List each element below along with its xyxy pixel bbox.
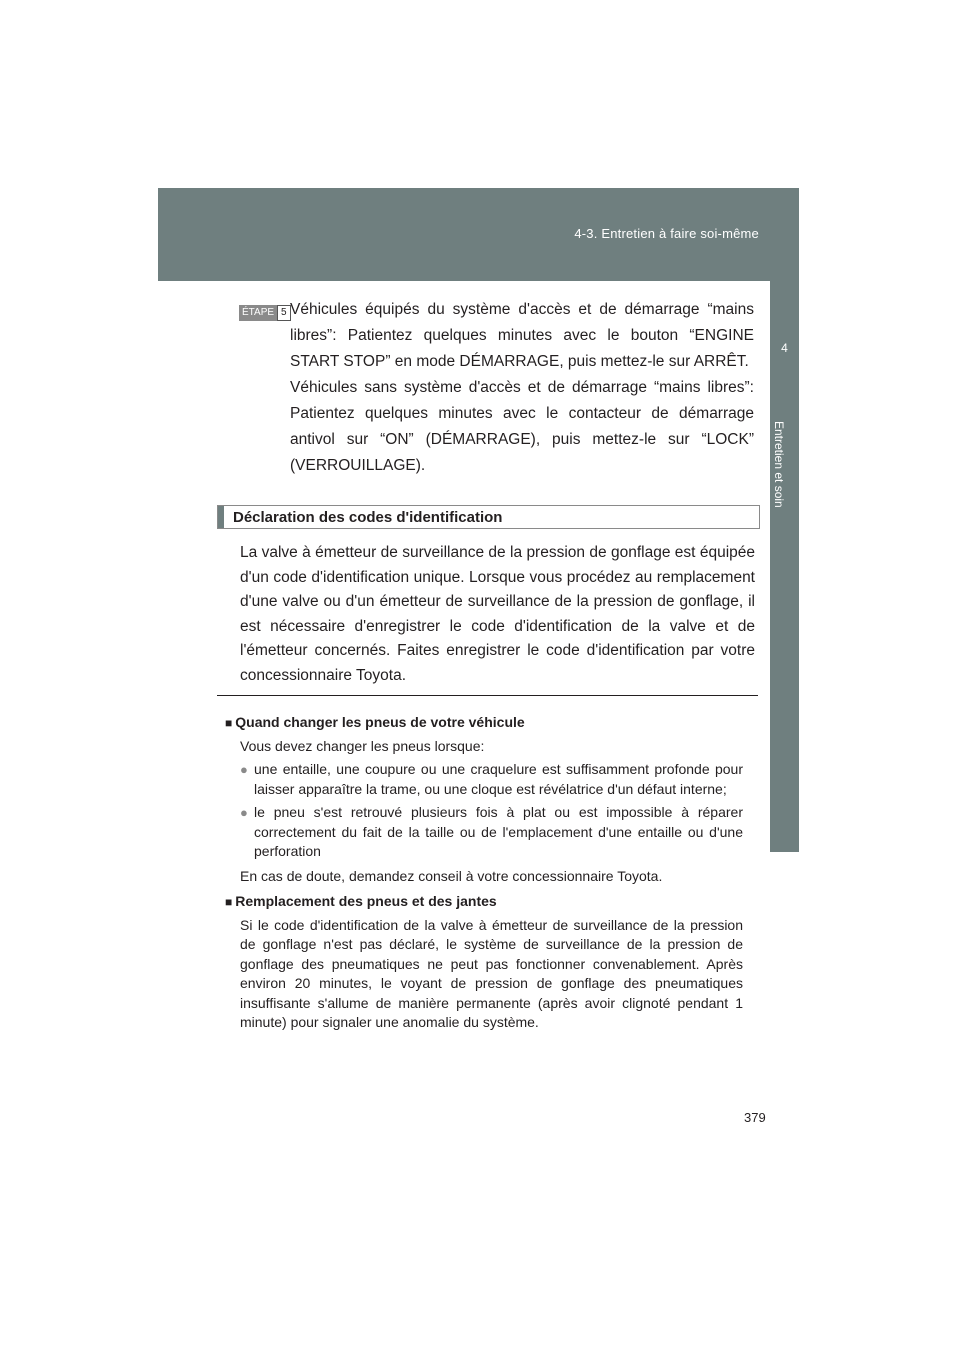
section-heading-title: Déclaration des codes d'identification (233, 508, 503, 526)
square-bullet-icon: ■ (225, 895, 233, 909)
step-paragraph-2: Véhicules sans système d'accès et de démarrage “mains libres”: Patientez quelques minutes avec le contacteur de démarrage antivol sur “ON” (DÉMARRAGE), puis mettez-le sur “LOCK” (VERROUILLAGE). (290, 379, 754, 474)
note-title: ■ Remplacement des pneus et des jantes (225, 893, 497, 909)
chapter-tab (770, 281, 799, 852)
step-badge-label: ÉTAPE (239, 305, 277, 321)
circle-bullet-icon: ● (240, 805, 248, 820)
note-outro: En cas de doute, demandez conseil à votre concessionnaire Toyota. (240, 867, 663, 884)
section-heading (217, 505, 760, 529)
square-bullet-icon: ■ (225, 716, 233, 730)
list-item: ● le pneu s'est retrouvé plusieurs fois à plat ou est impossible à réparer correctement du fait de la taille ou de l'emplacement d'une entaille ou d'une perforation (225, 803, 743, 862)
step-badge (239, 305, 291, 321)
note-body: Si le code d'identification de la valve à émetteur de surveillance de la pression de gonflage n'est pas déclaré, le système de surveillance de la pression de gonflage des pneumatiques ne peut pas fonctionner convenablement. Après environ 20 minutes, le voyant de pression de gonflage des pneumatiques insuffisante s'allume de manière permanente (après avoir clignoté pendant 1 minute) pour signaler une anomalie du système. (240, 916, 743, 1030)
notes (225, 713, 743, 1033)
section-body: La valve à émetteur de surveillance de la pression de gonflage est équipée d'un code d'identification unique. Lorsque vous procédez au remplacement d'une valve ou d'un émetteur de surveillance de la pression de gonflage, il est nécessaire d'enregistrer le code d'identification de la valve et de l'émetteur concernés. Faites enregistrer le code d'identification par votre concessionnaire Toyota. (240, 544, 755, 684)
list-item: ● une entaille, une coupure ou une craquelure est suffisamment profonde pour laisser apparaître la trame, ou une cloque est révélatrice d'un défaut interne; (225, 760, 743, 799)
chapter-number: 4 (781, 341, 788, 355)
chapter-label: Entretien et soin (772, 421, 786, 508)
divider (217, 695, 758, 696)
page-number: 379 (744, 1110, 766, 1125)
step-badge-number: 5 (277, 305, 291, 321)
section-breadcrumb: 4-3. Entretien à faire soi-même (574, 226, 759, 241)
step-text (290, 297, 754, 479)
header-band (158, 188, 799, 281)
step-paragraph-1: Véhicules équipés du système d'accès et de démarrage “mains libres”: Patientez quelques minutes avec le bouton “ENGINE START STOP” en mode DÉMARRAGE, puis mettez-le sur ARRÊT. (290, 301, 754, 370)
section-heading-bar (218, 506, 224, 528)
circle-bullet-icon: ● (240, 762, 248, 777)
note-intro: Vous devez changer les pneus lorsque: (240, 737, 485, 754)
note-title: ■ Quand changer les pneus de votre véhicule (225, 714, 525, 730)
